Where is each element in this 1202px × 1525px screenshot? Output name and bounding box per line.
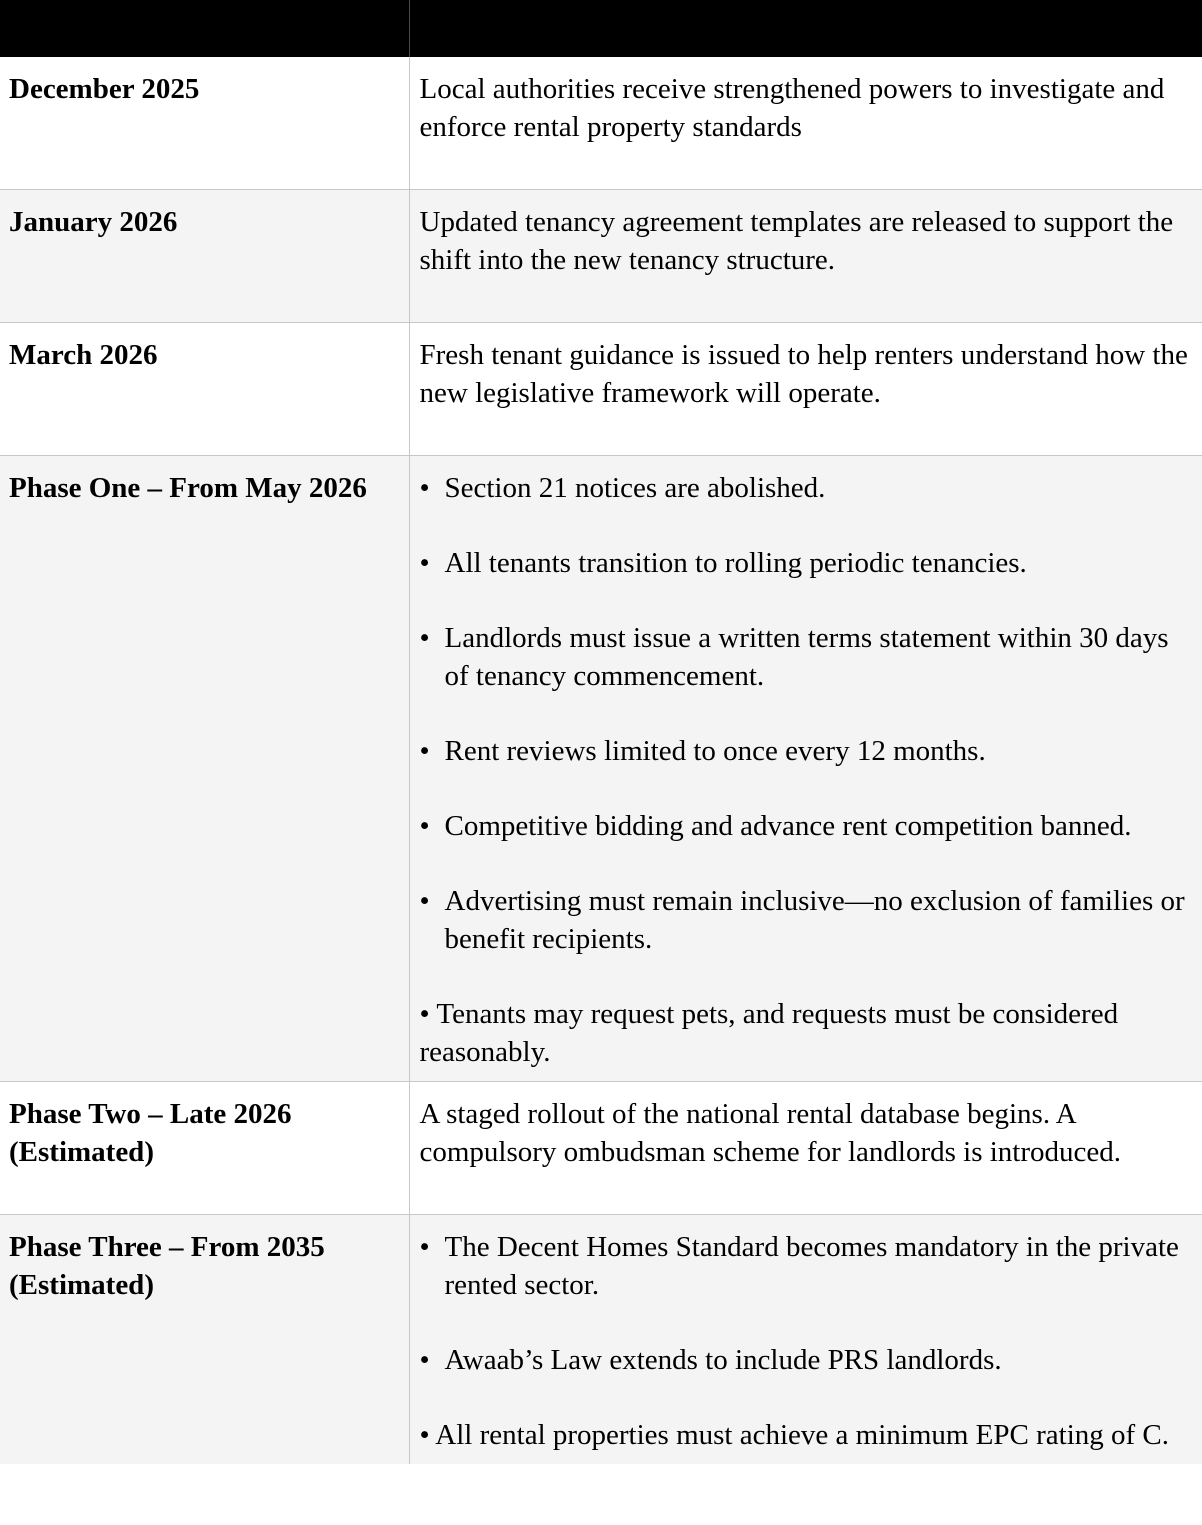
bullet-item: • Advertising must remain inclusive—no exclusion of families or benefit recipients.	[420, 882, 1195, 958]
table-row	[0, 1082, 1202, 1215]
bullet-item: • Awaab’s Law extends to include PRS landlords.	[420, 1341, 1195, 1379]
bullet-item: • Competitive bidding and advance rent competition banned.	[420, 807, 1195, 845]
row-description: A staged rollout of the national rental database begins. A compulsory ombudsman scheme for landlords is introduced.	[409, 1082, 1202, 1215]
row-date: March 2026	[0, 323, 409, 456]
table-row	[0, 57, 1202, 190]
row-date: Phase One – From May 2026	[0, 456, 409, 1082]
trailing-bullet-text: • All rental properties must achieve a minimum EPC rating of C.	[419, 1419, 1170, 1451]
row-description: Updated tenancy agreement templates are released to support the shift into the new tenancy structure.	[409, 190, 1202, 323]
header-row	[0, 0, 1202, 57]
row-description: Local authorities receive strengthened powers to investigate and enforce rental property standards	[409, 57, 1202, 190]
bullet-item: • Section 21 notices are abolished.	[420, 469, 1195, 507]
bullet-item: • All tenants transition to rolling periodic tenancies.	[420, 544, 1195, 582]
bullet-item: • The Decent Homes Standard becomes mandatory in the private rented sector.	[420, 1228, 1195, 1304]
trailing-bullet-text: • Tenants may request pets, and requests must be considered reasonably.	[419, 998, 1119, 1068]
bullet-item: • Rent reviews limited to once every 12 months.	[420, 732, 1195, 770]
table-row	[0, 1215, 1202, 1465]
row-date: December 2025	[0, 57, 409, 190]
header-cell-details	[409, 0, 1202, 57]
table-row	[0, 456, 1202, 1082]
row-date: Phase Two – Late 2026 (Estimated)	[0, 1082, 409, 1215]
header-cell-date	[0, 0, 409, 57]
table-row	[0, 323, 1202, 456]
bullet-item: • Landlords must issue a written terms statement within 30 days of tenancy commencement.	[420, 619, 1195, 695]
table-row	[0, 190, 1202, 323]
row-description: Fresh tenant guidance is issued to help renters understand how the new legislative framework will operate.	[409, 323, 1202, 456]
row-description	[409, 456, 1202, 1082]
bullet-list	[420, 1228, 1195, 1379]
bullet-list	[420, 469, 1195, 958]
row-description	[409, 1215, 1202, 1465]
row-date: January 2026	[0, 190, 409, 323]
row-date: Phase Three – From 2035 (Estimated)	[0, 1215, 409, 1465]
